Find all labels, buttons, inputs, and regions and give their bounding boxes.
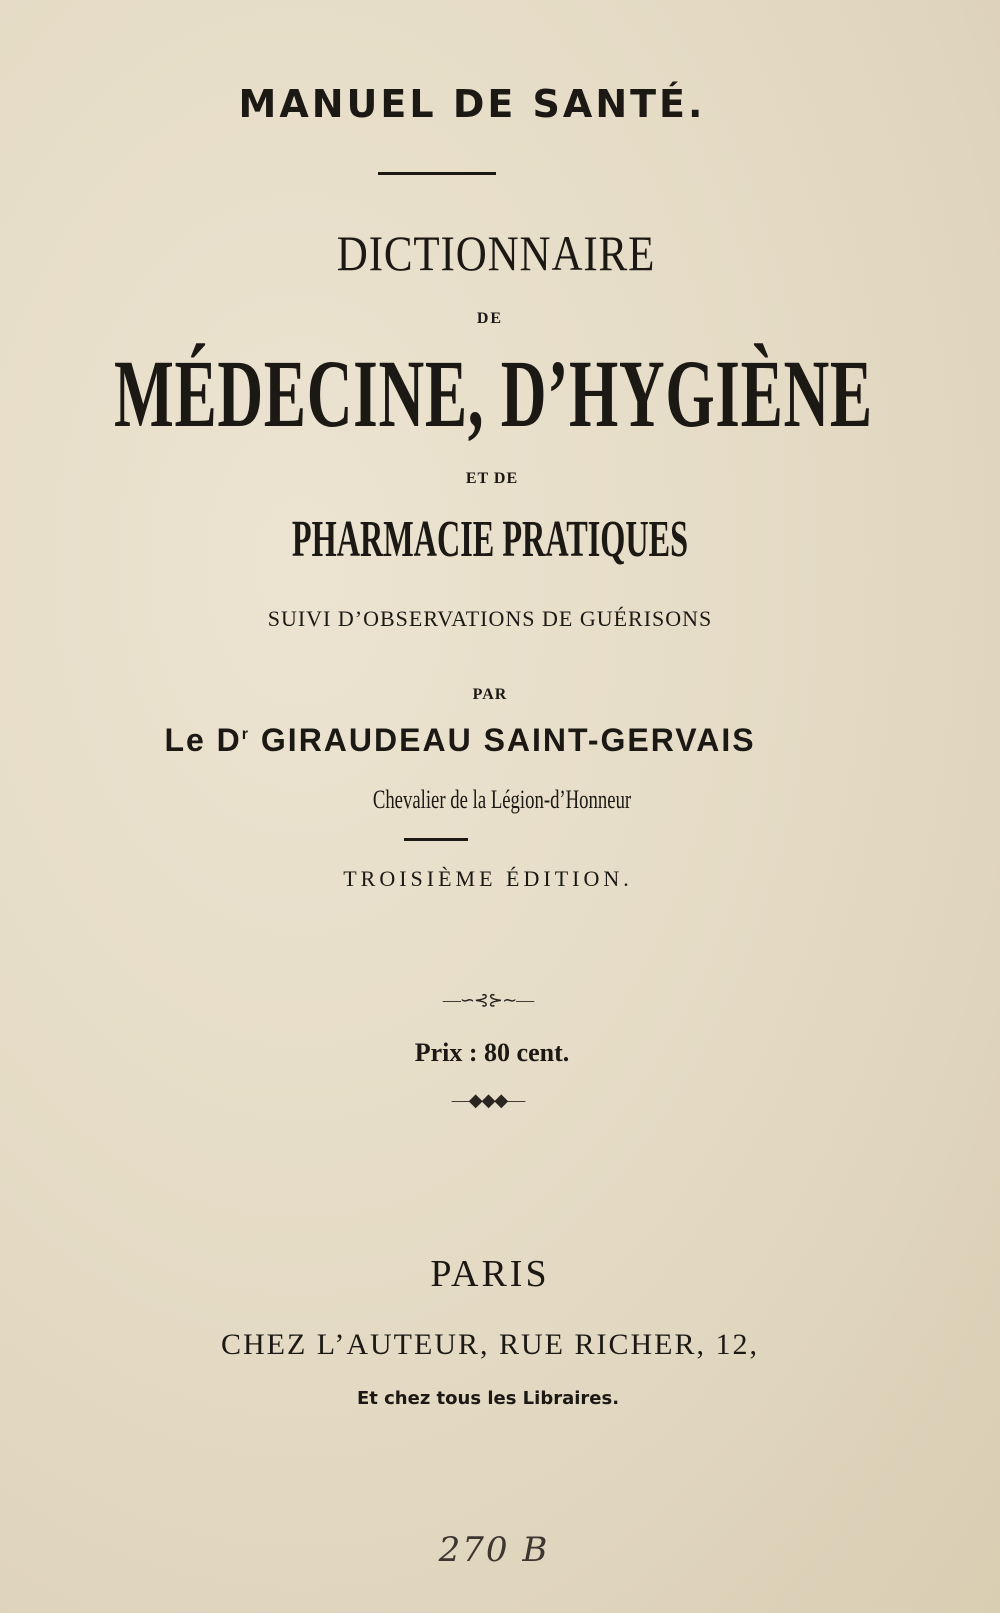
- series-title: MANUEL DE SANTÉ.: [238, 82, 706, 126]
- author-honor: Chevalier de la Légion-d’Honneur: [372, 785, 632, 814]
- booksellers: Et chez tous les Libraires.: [356, 1388, 620, 1409]
- ornament-bottom: —◆◆◆—: [451, 1090, 525, 1110]
- title-rule-2: [404, 838, 468, 841]
- shelfmark-handwritten: 270 B: [438, 1530, 550, 1570]
- title-dictionnaire: DICTIONNAIRE: [336, 225, 656, 281]
- title-pharmacie: PHARMACIE PRATIQUES: [291, 511, 689, 568]
- author-sup: r: [241, 726, 251, 743]
- ornament-top: —∽⊰⊱∼—: [442, 990, 534, 1010]
- par-label: PAR: [472, 686, 508, 703]
- title-rule-1: [378, 172, 496, 175]
- author-prefix: Le D: [164, 722, 242, 758]
- author-line: [0, 722, 960, 759]
- title-de: DE: [476, 310, 504, 327]
- city: PARIS: [430, 1253, 550, 1295]
- title-main: MÉDECINE, D’HYGIÈNE: [114, 340, 873, 447]
- price: Prix : 80 cent.: [414, 1038, 570, 1067]
- author-name: GIRAUDEAU SAINT-GERVAIS: [260, 722, 756, 758]
- subtitle: SUIVI D’OBSERVATIONS DE GUÉRISONS: [267, 606, 713, 631]
- edition: TROISIÈME ÉDITION.: [343, 866, 633, 891]
- publisher: CHEZ L’AUTEUR, RUE RICHER, 12,: [220, 1328, 760, 1361]
- title-et-de: ET DE: [465, 470, 519, 487]
